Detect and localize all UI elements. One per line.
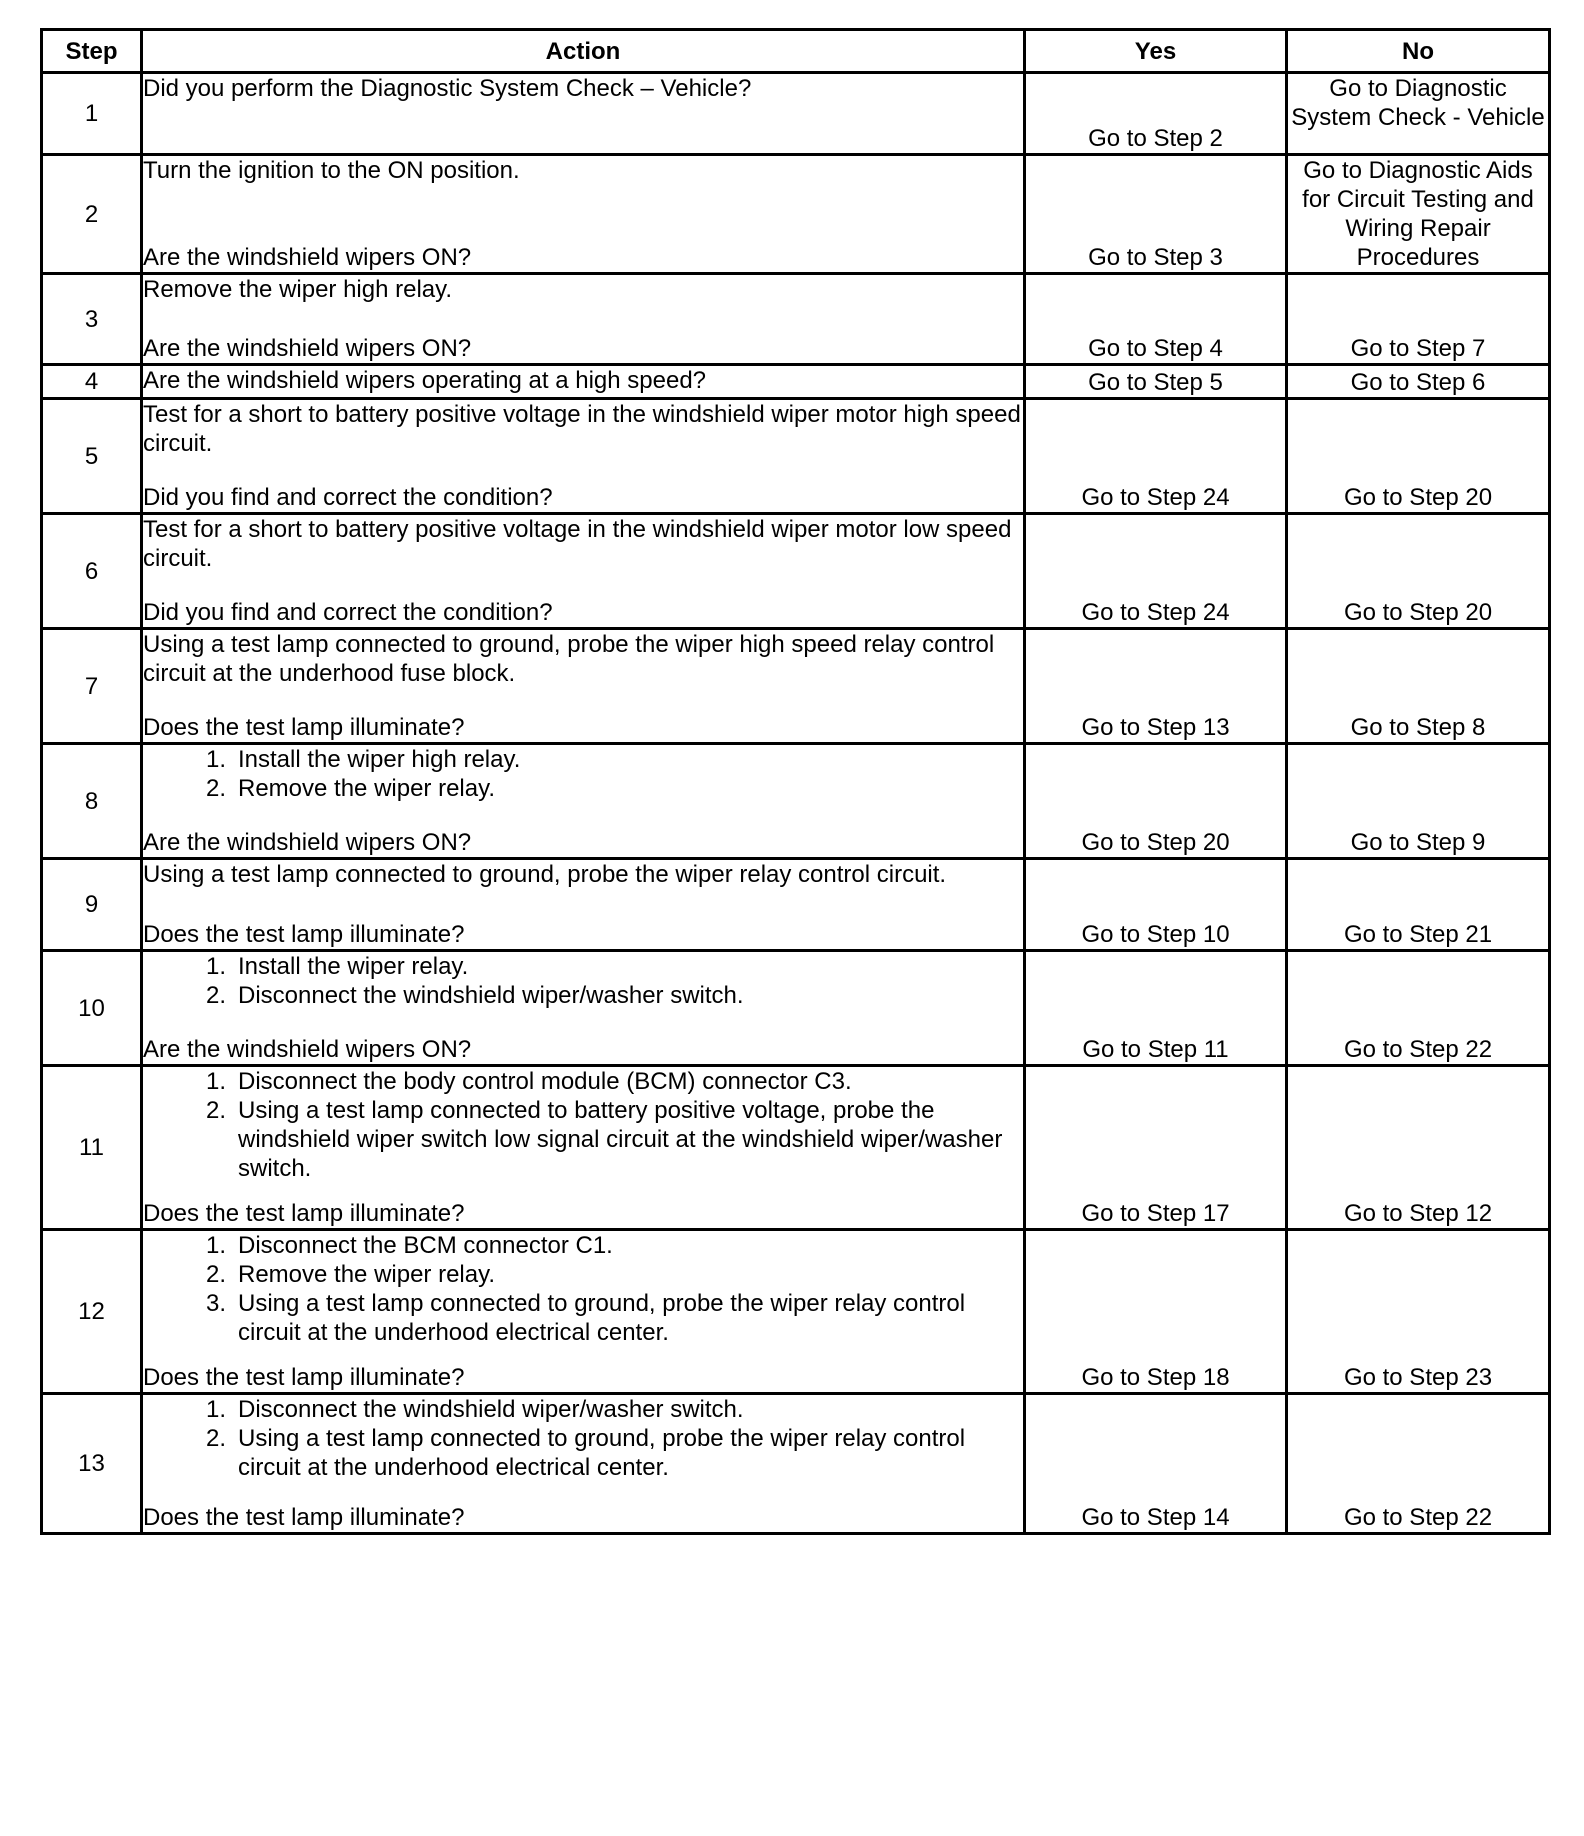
step-number: 13 [42,1394,142,1534]
action-instruction: Remove the wiper high relay. [143,276,453,303]
no-cell: Go to Step 20 [1287,514,1550,629]
yes-cell: Go to Step 13 [1025,629,1287,744]
table-row [42,859,1550,951]
table-row [42,744,1550,859]
action-instruction: Using a test lamp connected to ground, probe the wiper high speed relay control circuit at the underhood fuse block. [143,631,995,687]
table-row [42,274,1550,365]
yes-cell: Go to Step 17 [1025,1066,1287,1230]
action-question: Does the test lamp illuminate? [143,1364,465,1391]
action-question: Did you find and correct the condition? [143,484,553,511]
action-cell [142,1230,1025,1394]
yes-cell: Go to Step 24 [1025,399,1287,514]
action-cell [142,1066,1025,1230]
substep-number: 2. [205,775,226,802]
substep-item [143,952,1023,981]
no-cell: Go to Step 12 [1287,1066,1550,1230]
step-number: 8 [42,744,142,859]
action-instruction: Test for a short to battery positive voltage in the windshield wiper motor low speed circuit. [143,516,1012,572]
no-cell: Go to Step 22 [1287,1394,1550,1534]
no-cell: Go to Step 23 [1287,1230,1550,1394]
action-question: Are the windshield wipers ON? [143,335,472,362]
action-cell [142,365,1025,399]
diagnostic-table [40,28,1551,1535]
action-substeps [143,1395,1023,1482]
step-number: 12 [42,1230,142,1394]
header-step: Step [42,30,142,73]
action-instruction: Test for a short to battery positive voltage in the windshield wiper motor high speed circuit. [143,401,1021,457]
substep-number: 1. [205,746,226,773]
step-number: 9 [42,859,142,951]
substep-number: 1. [205,1232,226,1259]
substep-text: Using a test lamp connected to ground, probe the wiper relay control circuit at the underhood electrical center. [238,1290,966,1346]
step-number: 4 [42,365,142,399]
step-number: 11 [42,1066,142,1230]
header-row [42,30,1550,73]
table-row [42,1230,1550,1394]
no-cell: Go to Step 9 [1287,744,1550,859]
substep-item [143,774,1023,803]
action-question: Does the test lamp illuminate? [143,1200,465,1227]
step-number: 7 [42,629,142,744]
substep-text: Disconnect the body control module (BCM) connector C3. [238,1068,852,1095]
yes-cell: Go to Step 14 [1025,1394,1287,1534]
substep-item [143,1067,1023,1096]
action-instruction: Turn the ignition to the ON position. [143,157,520,184]
substep-item [143,1096,1023,1183]
action-question: Does the test lamp illuminate? [143,921,465,948]
yes-cell: Go to Step 24 [1025,514,1287,629]
substep-number: 2. [205,1425,226,1452]
no-cell: Go to Step 21 [1287,859,1550,951]
no-cell: Go to Step 6 [1287,365,1550,399]
header-yes: Yes [1025,30,1287,73]
step-number: 10 [42,951,142,1066]
action-substeps [143,1231,1023,1347]
header-no: No [1287,30,1550,73]
substep-text: Remove the wiper relay. [238,775,495,802]
substep-text: Remove the wiper relay. [238,1261,495,1288]
substep-item [143,745,1023,774]
yes-cell: Go to Step 4 [1025,274,1287,365]
substep-text: Disconnect the windshield wiper/washer switch. [238,1396,744,1423]
header-action: Action [142,30,1025,73]
action-cell [142,514,1025,629]
no-cell: Go to Step 8 [1287,629,1550,744]
substep-number: 2. [205,1261,226,1288]
step-number: 5 [42,399,142,514]
no-cell: Go to Step 7 [1287,274,1550,365]
substep-text: Using a test lamp connected to ground, probe the wiper relay control circuit at the underhood electrical center. [238,1425,966,1481]
action-instruction: Did you perform the Diagnostic System Check – Vehicle? [143,75,752,102]
action-question: Are the windshield wipers ON? [143,1036,472,1063]
action-substeps [143,952,1023,1010]
action-substeps [143,745,1023,803]
yes-cell: Go to Step 11 [1025,951,1287,1066]
no-cell: Go to Step 22 [1287,951,1550,1066]
substep-item [143,1260,1023,1289]
substep-item [143,1231,1023,1260]
substep-item [143,981,1023,1010]
yes-cell: Go to Step 5 [1025,365,1287,399]
action-cell [142,951,1025,1066]
action-question: Does the test lamp illuminate? [143,1504,465,1531]
table-row [42,365,1550,399]
table-row [42,1394,1550,1534]
no-cell: Go to Step 20 [1287,399,1550,514]
yes-cell: Go to Step 2 [1025,73,1287,155]
no-cell: Go to Diagnostic Aids for Circuit Testing and Wiring Repair Procedures [1287,155,1550,274]
substep-item [143,1395,1023,1424]
action-instruction: Using a test lamp connected to ground, probe the wiper relay control circuit. [143,861,947,888]
substep-number: 1. [205,1068,226,1095]
substep-text: Disconnect the BCM connector C1. [238,1232,613,1259]
yes-cell: Go to Step 18 [1025,1230,1287,1394]
substep-number: 2. [205,982,226,1009]
substep-number: 2. [205,1097,226,1124]
step-number: 1 [42,73,142,155]
action-question: Are the windshield wipers ON? [143,829,472,856]
yes-cell: Go to Step 3 [1025,155,1287,274]
action-question: Did you find and correct the condition? [143,599,553,626]
table-row [42,155,1550,274]
action-cell [142,744,1025,859]
action-cell [142,1394,1025,1534]
action-cell [142,859,1025,951]
substep-number: 1. [205,1396,226,1423]
yes-cell: Go to Step 10 [1025,859,1287,951]
substep-item [143,1424,1023,1482]
table-row [42,629,1550,744]
table-row [42,399,1550,514]
yes-cell: Go to Step 20 [1025,744,1287,859]
step-number: 2 [42,155,142,274]
no-cell: Go to Diagnostic System Check - Vehicle [1287,73,1550,155]
action-instruction: Are the windshield wipers operating at a high speed? [143,367,707,394]
table-row [42,951,1550,1066]
action-question: Are the windshield wipers ON? [143,244,472,271]
table-row [42,73,1550,155]
action-cell [142,73,1025,155]
action-question: Does the test lamp illuminate? [143,714,465,741]
table-row [42,514,1550,629]
action-cell [142,274,1025,365]
step-number: 6 [42,514,142,629]
step-number: 3 [42,274,142,365]
action-cell [142,629,1025,744]
substep-text: Install the wiper high relay. [238,746,521,773]
substep-text: Disconnect the windshield wiper/washer switch. [238,982,744,1009]
substep-text: Using a test lamp connected to battery positive voltage, probe the windshield wiper switch low signal circuit at the windshield wiper/washer switch. [238,1097,1003,1182]
substep-text: Install the wiper relay. [238,953,469,980]
substep-number: 1. [205,953,226,980]
table-row [42,1066,1550,1230]
substep-item [143,1289,1023,1347]
action-substeps [143,1067,1023,1183]
action-cell [142,155,1025,274]
substep-number: 3. [205,1290,226,1317]
action-cell [142,399,1025,514]
